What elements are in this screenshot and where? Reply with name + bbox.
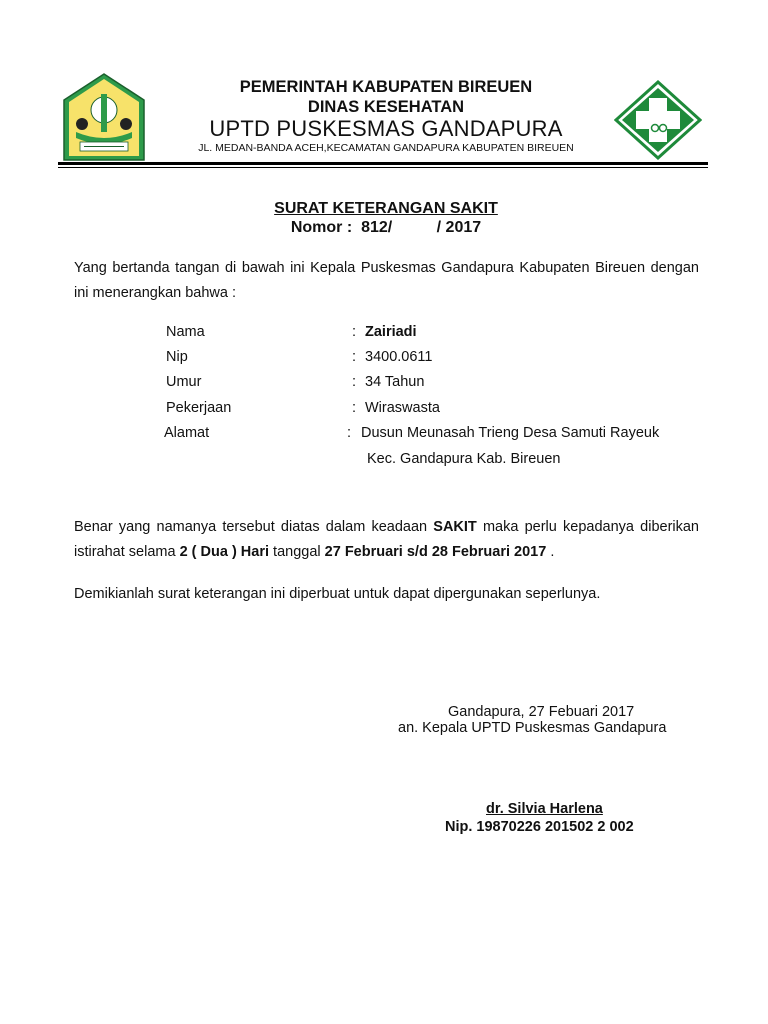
statement-sakit: SAKIT <box>433 519 477 535</box>
closing-paragraph: Demikianlah surat keterangan ini diperbuat untuk dapat dipergunakan seperlunya. <box>74 586 601 602</box>
signatory-nip: Nip. 19870226 201502 2 002 <box>445 819 634 835</box>
signatory-name: dr. Silvia Harlena <box>486 801 603 817</box>
statement-text: maka perlu kepadanya diberikan istirahat selama <box>74 519 700 560</box>
field-colon: : <box>352 349 357 365</box>
bireuen-seal-logo <box>62 72 146 162</box>
header-address: JL. MEDAN-BANDA ACEH,KECAMATAN GANDAPURA KABUPATEN BIREUEN <box>198 142 574 154</box>
field-value-nip: 3400.0611 <box>365 349 433 365</box>
header-government: PEMERINTAH KABUPATEN BIREUEN <box>239 78 533 96</box>
statement-paragraph <box>74 515 699 565</box>
health-cross-logo <box>614 80 702 160</box>
header-institution: UPTD PUSKESMAS GANDAPURA <box>209 116 563 141</box>
field-value-pekerjaan: Wiraswasta <box>365 400 440 416</box>
signature-on-behalf: an. Kepala UPTD Puskesmas Gandapura <box>398 720 667 736</box>
intro-paragraph: Yang bertanda tangan di bawah ini Kepala Puskesmas Gandapura Kabupaten Bireuen dengan ini menerangkan bahwa : <box>74 260 699 301</box>
header-divider-thin <box>58 167 708 168</box>
field-value-nama: Zairiadi <box>365 324 417 340</box>
field-label-pekerjaan: Pekerjaan <box>166 400 232 416</box>
statement-text: . <box>546 544 555 560</box>
field-label-alamat: Alamat <box>164 425 210 441</box>
letter-number: Nomor : 812/ / 2017 <box>290 219 482 236</box>
field-colon: : <box>352 374 357 390</box>
header-divider <box>58 162 708 165</box>
field-label-nama: Nama <box>166 324 205 340</box>
field-value-umur: 34 Tahun <box>365 374 425 390</box>
field-colon: : <box>347 425 352 441</box>
statement-duration: 2 ( Dua ) Hari <box>179 544 270 560</box>
statement-text: Benar yang namanya tersebut diatas dalam keadaan <box>74 519 434 535</box>
header-department: DINAS KESEHATAN <box>307 98 465 116</box>
signature-place-date: Gandapura, 27 Febuari 2017 <box>448 704 635 720</box>
statement-dates: 27 Februari s/d 28 Februari 2017 <box>324 544 547 560</box>
field-label-umur: Umur <box>166 374 202 390</box>
field-value-alamat: Dusun Meunasah Trieng Desa Samuti Rayeuk <box>361 425 660 441</box>
field-label-nip: Nip <box>166 349 188 365</box>
statement-text: tanggal <box>269 544 325 560</box>
field-colon: : <box>352 324 357 340</box>
field-value-alamat-line2: Kec. Gandapura Kab. Bireuen <box>367 451 561 467</box>
letter-title: SURAT KETERANGAN SAKIT <box>274 200 498 217</box>
field-colon: : <box>352 400 357 416</box>
